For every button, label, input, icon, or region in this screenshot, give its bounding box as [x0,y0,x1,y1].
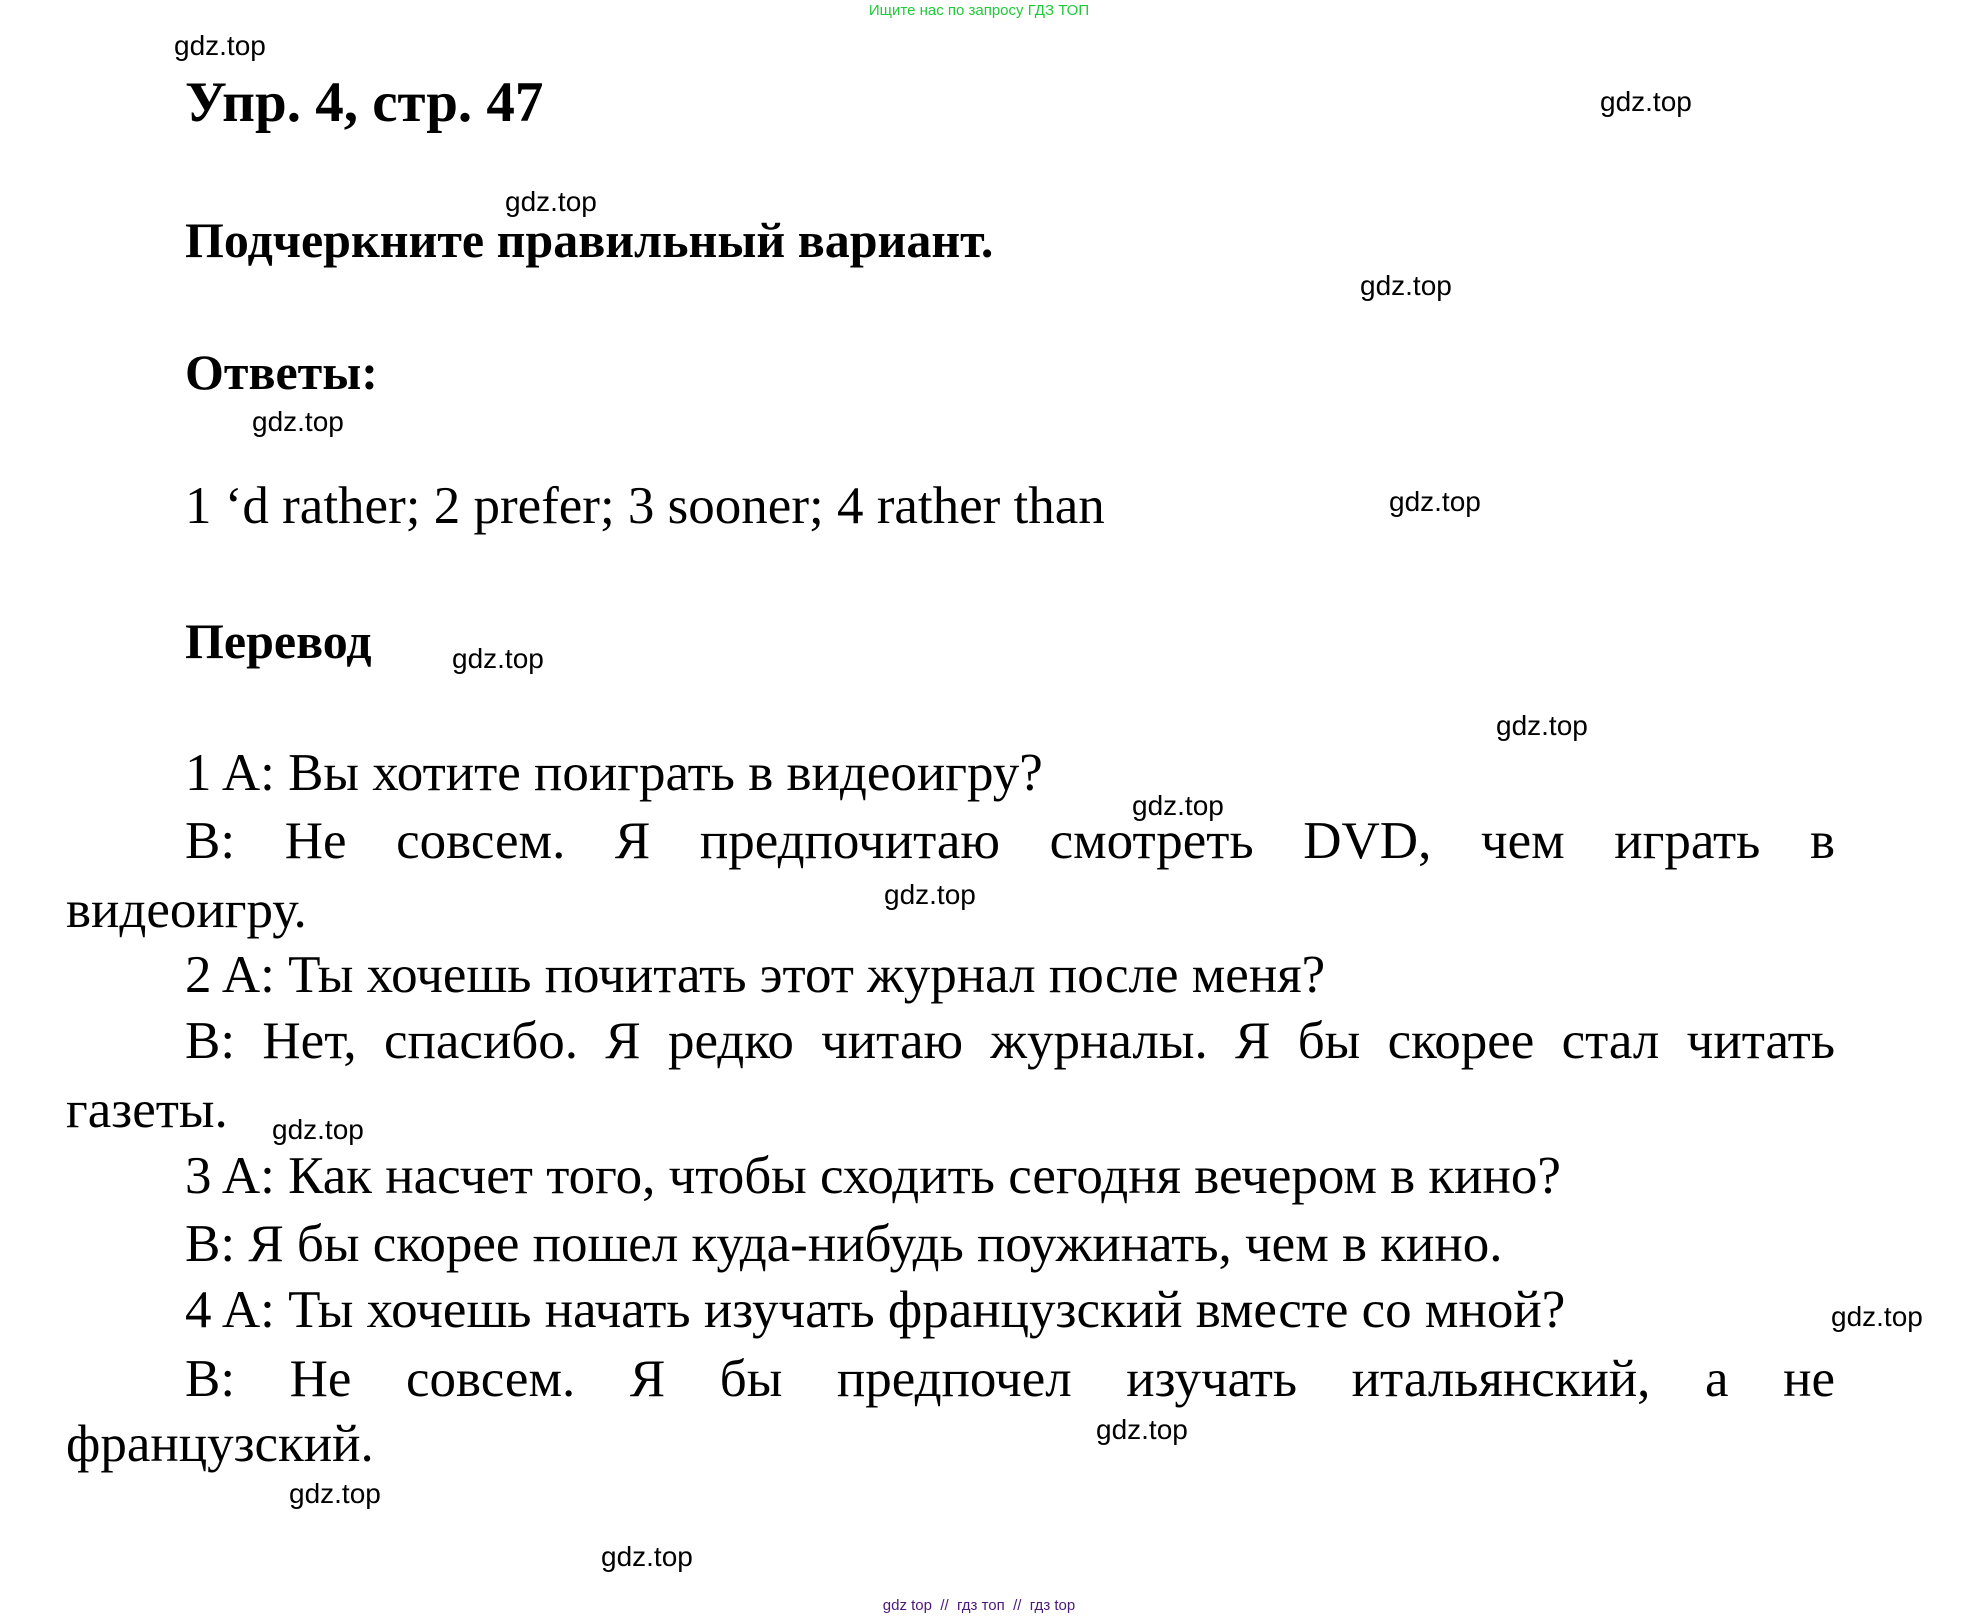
translation-line: B: Нет, спасибо. Я редко читаю журналы. Я бы скорее стал читать [185,1012,1835,1070]
watermark: gdz.top [1360,270,1452,301]
watermark: gdz.top [174,30,266,61]
watermark: gdz.top [1496,710,1588,741]
header-promo: Ищите нас по запросу ГДЗ ТОП [868,2,1090,19]
footer-promo: gdz top // гдз топ // гдз top [882,1597,1076,1614]
watermark: gdz.top [1389,486,1481,517]
translation-line: 2 A: Ты хочешь почитать этот журнал после меня? [185,946,1326,1004]
translation-line: B: Не совсем. Я бы предпочел изучать итальянский, а не [185,1350,1835,1408]
translation-line: газеты. [66,1081,228,1139]
watermark: gdz.top [601,1541,693,1572]
watermark: gdz.top [252,406,344,437]
watermark: gdz.top [289,1478,381,1509]
watermark: gdz.top [884,879,976,910]
translation-line: B: Я бы скорее пошел куда-нибудь поужинать, чем в кино. [185,1215,1503,1273]
watermark: gdz.top [1096,1414,1188,1445]
translation-line: 1 A: Вы хотите поиграть в видеоигру? [185,744,1043,802]
translation-line: видеоигру. [66,881,307,939]
watermark: gdz.top [505,186,597,217]
watermark: gdz.top [452,643,544,674]
translation-line: 3 A: Как насчет того, чтобы сходить сегодня вечером в кино? [185,1147,1561,1205]
watermark: gdz.top [272,1114,364,1145]
translation-line: 4 A: Ты хочешь начать изучать французский вместе со мной? [185,1281,1566,1339]
translation-heading: Перевод [185,613,372,669]
translation-line: французский. [66,1415,374,1473]
page-title: Упр. 4, стр. 47 [185,71,544,134]
instruction-heading: Подчеркните правильный вариант. [185,212,994,268]
translation-line: B: Не совсем. Я предпочитаю смотреть DVD, чем играть в [185,812,1835,870]
answers-heading: Ответы: [185,344,378,400]
watermark: gdz.top [1132,790,1224,821]
answers-text: 1 ‘d rather; 2 prefer; 3 sooner; 4 rather than [185,477,1105,535]
watermark: gdz.top [1831,1301,1923,1332]
watermark: gdz.top [1600,86,1692,117]
